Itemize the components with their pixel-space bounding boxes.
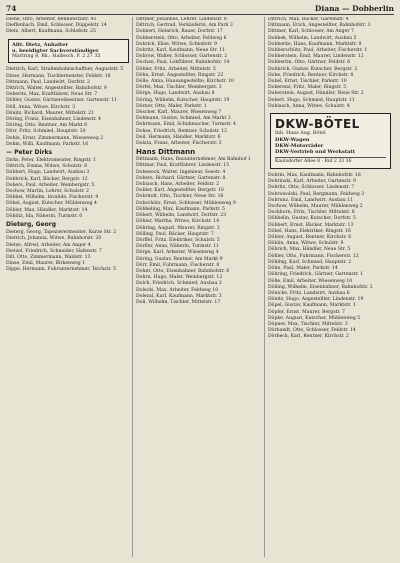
directory-entry: Döpke, August, Kutscher, Mühlenweg 5: [268, 315, 361, 321]
column-2: [136, 17, 261, 557]
directory-entry: Dörge, Karl, Arbeiter, Wiesenweg 4: [136, 250, 219, 256]
directory-entry: Dölle, Emil, Arbeiter, Wiesenweg 10: [268, 278, 353, 284]
directory-entry: Döbrich, Max, Händler, Neue Str. 5: [268, 247, 351, 253]
directory-entry: Diene, Otto, Arbeiter, Bennewitzstr. 41: [6, 17, 97, 22]
directory-entry: Dittrich, Walter, Angestellter, Bahnhofstr. 9: [6, 86, 107, 92]
directory-entry: Dörbandt, Otto, Schlosser, Feldstr. 14: [268, 328, 356, 334]
directory-entry: Döring, Wilhelm, Kutscher, Hauptstr. 19: [136, 97, 230, 103]
directory-entry: Dochan, Paul, Lokführer, Bahnhofstr. 14: [136, 60, 230, 66]
directory-entry: Dobberschütz, Paul, Arbeiter, Fischerstr. 1: [268, 48, 368, 54]
directory-entry: Dieterg, Georg, Tapezierermeister, Kurze Str. 2: [6, 230, 117, 236]
directory-entry: Döhler, Martha, Witwe, Kirchstr. 14: [136, 219, 220, 225]
ad-line: DKW-Wagen: [275, 137, 310, 144]
directory-entry: Dittrich, Gertrud, Verkäuferin, Am Park 3: [136, 23, 233, 29]
directory-entry: Dittmann, Paul, Landwirt, Dorfstr. 2: [6, 79, 90, 85]
directory-entry: Dobrick, Elise, Witwe, Schloßstr. 9: [136, 41, 217, 47]
running-title: Diana — Dobberlin: [314, 4, 394, 13]
directory-entry: Döhring, Friedrich, Gärtner, Gartenstr. 1: [268, 272, 364, 278]
directory-entry: Dobler, Karl, Angestellter, Bergstr. 10: [136, 188, 224, 194]
ad-line: DKW-Vertrieb und Werkstatt: [275, 149, 356, 156]
directory-entry: Dockhorn, Fritz, Tischler, Mittelstr. 8: [268, 210, 355, 216]
directory-entry: Dönitz, Richard, Maurer, Mittelstr. 21: [6, 110, 94, 116]
directory-entry: Dobeneck, Walter, Ingenieur, Seestr. 4: [136, 169, 226, 175]
advertisement-dietz: [8, 39, 129, 64]
directory-entry: Dietrich, Johanna, Witwe, Bahnhofstr. 20: [6, 236, 102, 242]
directory-entry: Dohnt, Otto, Eisenbahner, Bahnhofstr. 6: [136, 268, 230, 274]
directory-entry: Dobritz, Otto, Schlosser, Lindenstr. 7: [268, 185, 355, 191]
directory-entry: Döring, Gustav, Rentner, Am Markt 9: [136, 256, 223, 262]
directory-entry: Dobbrick, Gustav, Kutscher, Bergstr. 2: [268, 66, 358, 72]
directory-entry: Dinse, Hermann, Tischlermeister, Feldstr. 18: [6, 73, 111, 79]
directory-entry: Dochow, Martin, Lehrer, Schulstr. 2: [6, 189, 89, 195]
directory-entry: Dobiasch, Hans, Arbeiter, Feldstr. 2: [136, 182, 220, 188]
directory-entry: Döhn, Paul, Maler, Parkstr. 14: [268, 266, 338, 272]
directory-entry: Döhn, Ernst, Angestellter, Ringstr. 22: [136, 72, 224, 78]
directory-entry: Dobbertin, Otto, Gärtner, Feldstr. 6: [268, 60, 351, 66]
directory-entry: Döbel, Hans, Elektriker, Ringstr. 16: [268, 228, 351, 234]
directory-entry: Döpner, Max, Tischler, Mittelstr. 3: [268, 321, 348, 327]
directory-entry: Dobrindt, Otto, Tischler, Neue Str. 16: [136, 194, 224, 200]
column-divider: [264, 17, 265, 557]
directory-entry: Doil, Hermann, Händler, Marktstr. 6: [136, 134, 221, 140]
directory-entry: Dolata, Franz, Arbeiter, Fischerstr. 3: [136, 141, 222, 147]
directory-entry: Dobbrick, Karl, Bäcker, Bergstr. 12: [6, 176, 88, 182]
directory-entry: Dittrich, Max, Bäcker, Gartenstr. 4: [268, 17, 349, 22]
directory-entry: Dittmer, Johannes, Lehrer, Lindenstr. 8: [136, 17, 227, 22]
directory-entry: Doberstein, August, Händler, Neue Str. 2: [268, 91, 364, 97]
directory-entry: Döbler, Fritz, Arbeiter, Mittelstr. 5: [136, 66, 216, 72]
section-heading: Hans Dittmann: [136, 148, 196, 157]
ad-line: Inh. Hans Aug. Bötel: [275, 131, 326, 137]
directory-entry: Dobrinski, Karl, Arbeiter, Gartenstr. 9: [268, 179, 356, 185]
column-divider: [132, 17, 133, 557]
directory-entry: Dobrunz, Emil, Landwirt, Ausbau 11: [268, 197, 354, 203]
directory-entry: Dörr, Emil, Fuhrmann, Fischerstr. 8: [136, 262, 220, 268]
ad-title: DKW-BÖTEL: [275, 117, 360, 132]
directory-entry: Dohrmann, Emil, Schuhmacher, Turmstr. 4: [136, 122, 236, 128]
directory-entry: Dobberstein, Otto, Arbeiter, Feldweg 6: [136, 35, 227, 41]
directory-entry: Döbler, August, Rentner, Kirchstr. 6: [268, 235, 352, 241]
directory-entry: Döring, Franz, Eisenbahner, Lindenstr. 4: [6, 117, 101, 123]
directory-entry: Dobrow, Walter, Schlosser, Gartenstr. 2: [136, 54, 228, 60]
directory-entry: Dittmann, Hans, Bauunternehmer, Am Bahnhof 1: [136, 157, 251, 163]
directory-entry: Dobritz, Karl, Kaufmann, Neue Str. 11: [136, 48, 226, 54]
directory-entry: Dobert, Hugo, Schmied, Hauptstr. 11: [268, 97, 355, 103]
directory-entry: Döhring, August, Maurer, Ringstr. 3: [136, 225, 220, 231]
directory-entry: Dirks, Peter, Elektromeister, Ringstr. 1: [6, 158, 96, 164]
directory-entry: Döblin, Anna, Witwe, Schulstr. 9: [268, 241, 344, 247]
directory-entry: Doberitz, Max, Kraftfahrer, Neue Str. 7: [6, 92, 98, 98]
directory-entry: Dietze, Alfred, Arbeiter, Am Anger 4: [6, 242, 91, 248]
directory-entry: Dohmann, Gustav, Schmied, Am Markt 2: [136, 116, 231, 122]
directory-entry: Dobbek, Wilhelm, Landwirt, Ausbau 5: [268, 35, 357, 41]
directory-entry: Dörbeck, Karl, Rentner, Kirchstr. 2: [268, 334, 349, 340]
directory-entry: Dobrin, Max, Kaufmann, Bahnhofstr. 18: [268, 173, 361, 179]
directory-entry: Dinse, Emil, Maurer, Birkenweg 1: [6, 261, 86, 267]
directory-entry: Dönicke, Fritz, Landwirt, Ausbau 6: [268, 290, 350, 296]
directory-entry: Döring, Otto, Rentner, Am Markt 6: [6, 123, 88, 129]
directory-entry: Dölling, Wilhelm, Eisenbahner, Bahnhofstr. 2: [268, 284, 373, 290]
directory-entry: Dobbert, Heinrich, Bauer, Dorfstr. 17: [136, 29, 223, 35]
directory-entry: Döbert, Wilhelm, Landwirt, Dorfstr. 23: [136, 213, 227, 219]
directory-entry: Dietzel, Friedrich, Schneider, Hafenstr. 7: [6, 248, 102, 254]
directory-entry: Dobberstein, Emil, Maurer, Lindenstr. 12: [268, 54, 364, 60]
directory-entry: Dill, Otto, Zimmermann, Waldstr. 13: [6, 254, 91, 260]
directory-entry: Dörfel, Max, Tischler, Weinbergstr. 3: [136, 85, 222, 91]
directory-entry: Dittrich, Emma, Witwe, Schulstr. 8: [6, 164, 88, 170]
directory-entry: Dobe, Friedrich, Rentner, Kirchstr. 8: [268, 72, 354, 78]
page-number: 74: [6, 4, 17, 13]
directory-entry: Döbbelin, Gustav, Kutscher, Dorfstr. 5: [268, 216, 356, 222]
directory-entry: Dietz, Albert, Kaufmann, Schloßstr. 25: [6, 29, 96, 35]
directory-entry: Dittmer, Karl, Schlosser, Am Anger 7: [268, 29, 354, 35]
directory-entry: Dohse, Friedrich, Rentner, Schulstr. 12: [136, 128, 228, 134]
directory-entry: Dieffenbach, Emil, Schlosser, Düppelstr. 14: [6, 23, 107, 29]
advertisement-dkw-boetel: [270, 113, 391, 169]
directory-entry: Döhler, Gustav, Gärtnereibesitzer, Gartenstr. 11: [6, 98, 118, 104]
directory-entry: Dohm, Willi, Kaufmann, Parkstr. 16: [6, 141, 89, 147]
directory-entry: Dolezal, Karl, Kaufmann, Marktstr. 3: [136, 293, 222, 299]
directory-entry: Döhling, Karl, Schmied, Hauptstr. 2: [268, 259, 352, 265]
directory-entry: Dittmar, Paul, Kraftfahrer, Lindenstr. 15: [136, 163, 230, 169]
directory-entry: Dippe, Hermann, Fuhrunternehmer, Teichstr. 5: [6, 267, 116, 273]
directory-entry: Dörr, Fritz, Schmied, Hauptstr. 30: [6, 129, 86, 135]
ad-line: DKW-Motorräder: [275, 143, 324, 150]
directory-entry: Döpel, Gustav, Kaufmann, Marktstr. 1: [268, 303, 356, 309]
directory-entry: Dörfler, Anna, Näherin, Turmstr. 11: [136, 244, 220, 250]
directory-entry: Dönitz, Hugo, Angestellter, Lindenstr. 19: [268, 297, 364, 303]
directory-entry: Döscher, Karl, Maurer, Wiesenweg 7: [136, 110, 222, 116]
directory-entry: Döpfer, Ernst, Maurer, Bergstr. 7: [268, 309, 345, 315]
directory-entry: Dobers, Paul, Arbeiter, Weinbergstr. 5: [6, 182, 95, 188]
directory-entry: Dobbert, Hugo, Landwirt, Ausbau 3: [6, 170, 90, 176]
directory-entry: Döbbeling, Max, Kaufmann, Parkstr. 5: [136, 206, 225, 212]
directory-entry: Dölling, Paul, Bäcker, Hauptstr. 7: [136, 231, 214, 237]
directory-entry: Döhler, Otto, Fuhrmann, Fischerstr. 12: [268, 253, 359, 259]
directory-entry: Dölle, Anna, Hausangestellte, Kirchstr. 10: [136, 79, 234, 85]
directory-entry: Dobel, Ernst, Tischler, Parkstr. 10: [268, 79, 347, 85]
directory-entry: Dohrn, Hugo, Maler, Weinbergstr. 12: [136, 275, 223, 281]
directory-entry: Doberenz, Fritz, Maler, Ringstr. 5: [268, 85, 347, 91]
directory-entry: Dochow, Wilhelm, Maurer, Mühlenweg 2: [268, 204, 363, 210]
column-1: [6, 17, 131, 557]
directory-entry: Dobberke, Hans, Kaufmann, Marktstr. 9: [268, 41, 362, 47]
section-heading: — Peter Dirks: [6, 149, 53, 157]
directory-entry: Dobrowolski, Paul, Bergmann, Feldweg 3: [268, 191, 365, 197]
directory-entry: Dobschütz, Ernst, Schlosser, Mühlenweg 9: [136, 200, 236, 206]
directory-entry: Dohle, Ernst, Zimmermann, Wiesenweg 2: [6, 135, 104, 141]
page-header: [6, 4, 394, 14]
ad-line: Alfr. Dietz, Anhalter: [12, 41, 69, 48]
directory-entry: Döbbel, Wilhelm, Invalide, Fischerstr. 9: [6, 195, 99, 201]
directory-entry: Döbler, Max, Händler, Marktstr. 14: [6, 207, 88, 213]
ad-line: Marlring 8, Bk.: Hallesch. F. 2 27 35: [12, 54, 101, 60]
directory-entry: Dobers, Richard, Gärtner, Gartenstr. 8: [136, 175, 226, 181]
directory-entry: Dolecki, Max, Arbeiter, Feldweg 10: [136, 287, 219, 293]
ad-footer: Kaulsdorfer Allee 8 · Ruf 2 33 36: [275, 157, 386, 165]
ad-line: u. beeidigter Sachverständiger: [12, 48, 99, 55]
directory-entry: Dittmann, Erich, Angestellter, Bahnhofstr. 3: [268, 23, 371, 29]
directory-entry: Dörffel, Fritz, Elektriker, Schulstr. 5: [136, 237, 220, 243]
section-heading: Dieterg, Georg: [6, 221, 57, 229]
directory-entry: Dörner, Otto, Maler, Parkstr. 1: [136, 103, 207, 109]
directory-entry: Doll, Wilhelm, Tischler, Mittelstr. 17: [136, 299, 221, 305]
column-3: [268, 17, 393, 557]
directory-entry: Dobiasch, Anna, Witwe, Schulstr. 4: [268, 103, 350, 109]
header-rule: [6, 14, 394, 15]
directory-entry: Döblitz, Ida, Näherin, Turmstr. 6: [6, 213, 83, 219]
directory-entry: Dolch, Friedrich, Schmied, Ausbau 2: [136, 281, 222, 287]
directory-entry: Dörge, Hugo, Landwirt, Ausbau 8: [136, 91, 215, 97]
directory-entry: Döll, Anna, Witwe, Kirchstr. 3: [6, 104, 76, 110]
directory-entry: Dietrich, Karl, Straßenbahnschaffner, Auguststr. 5: [6, 67, 124, 73]
directory-entry: Döbel, August, Kutscher, Mühlenweg 4: [6, 201, 97, 207]
directory-entry: Döbbert, Ernst, Bäcker, Marktstr. 13: [268, 222, 354, 228]
